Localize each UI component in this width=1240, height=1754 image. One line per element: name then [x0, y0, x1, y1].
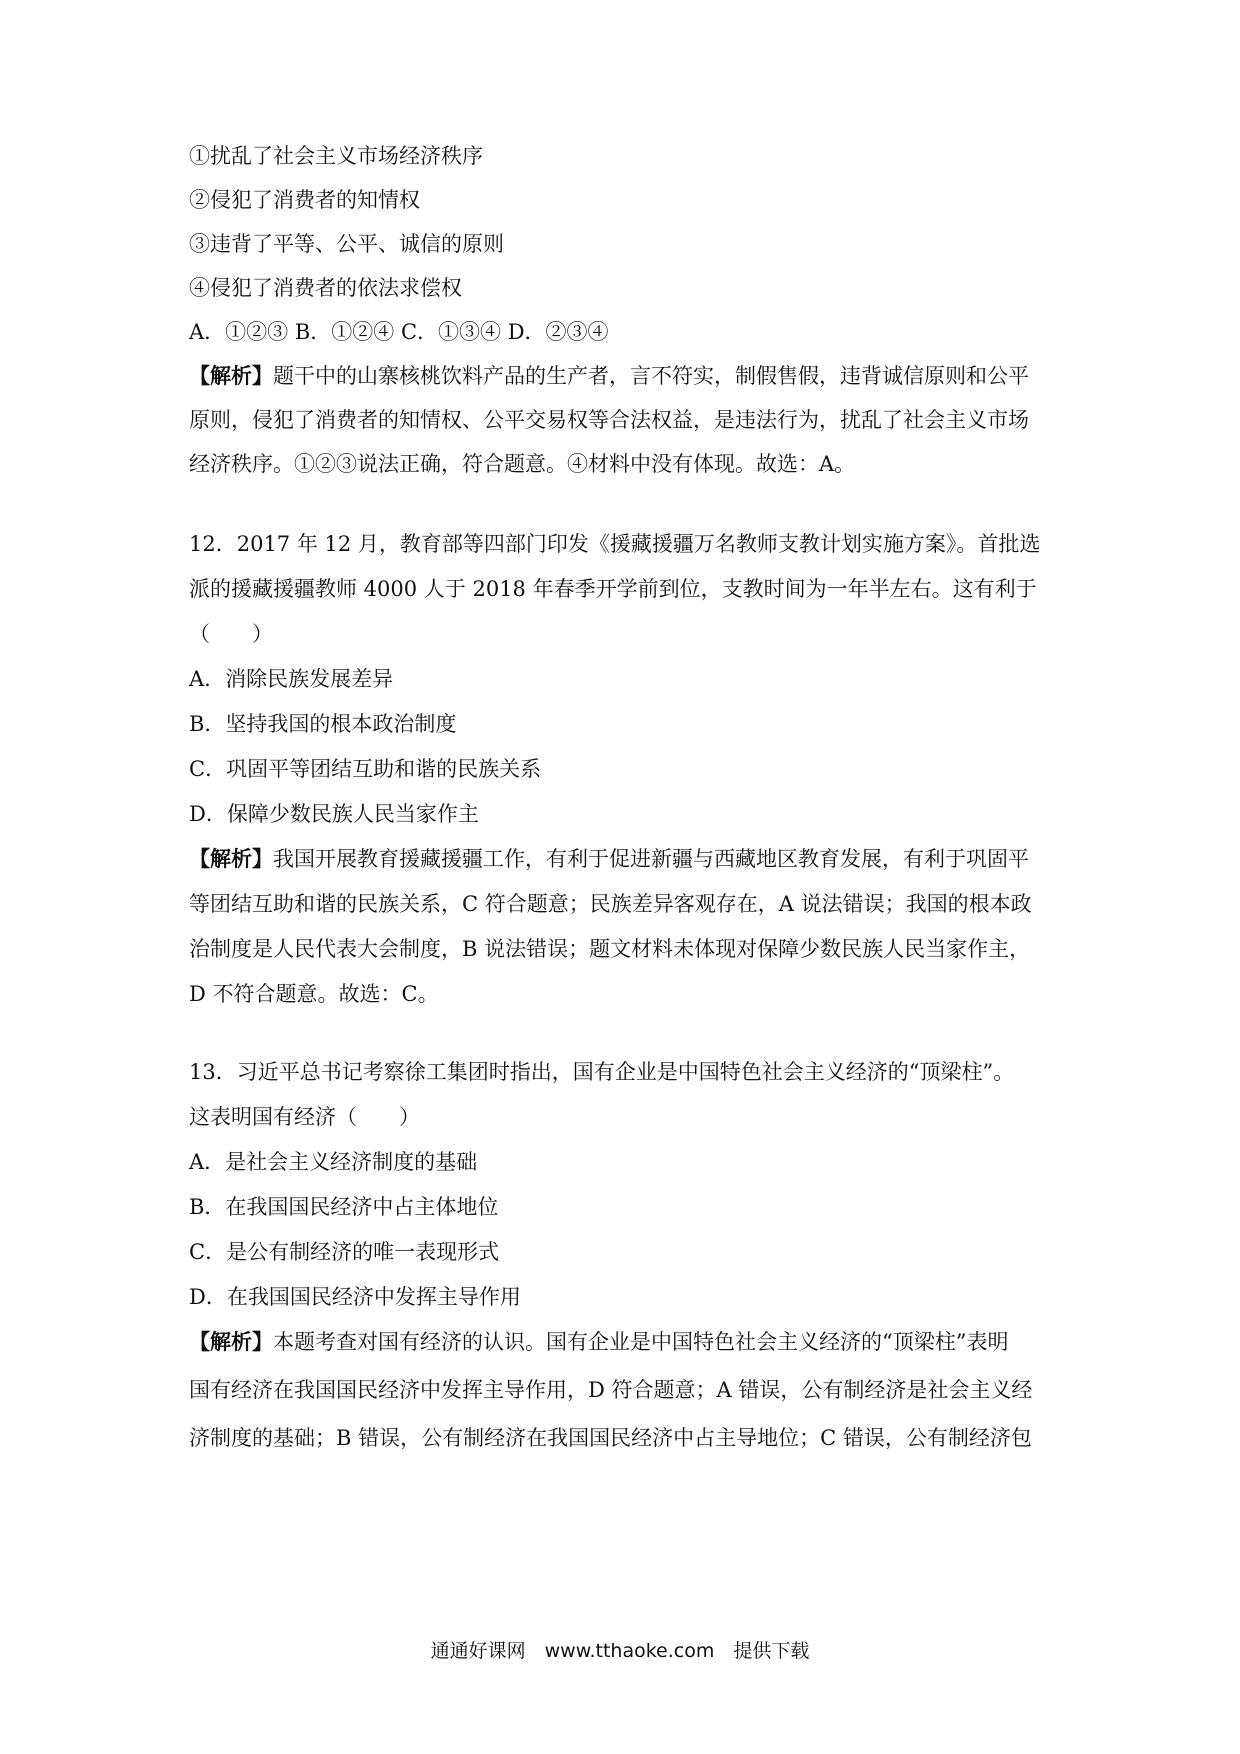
- q13-stem-line-2: 这表明国有经济（ ）: [189, 1105, 420, 1129]
- q13-option-a: A．是社会主义经济制度的基础: [189, 1150, 478, 1174]
- q12-stem-line-2: 派的援藏援疆教师 4000 人于 2018 年春季开学前到位，支教时间为一年半左右。这有利于: [189, 577, 1037, 601]
- q11-analysis-tag: 【解析】: [189, 363, 273, 388]
- q13-analysis-line-3: 济制度的基础；B 错误，公有制经济在我国国民经济中占主导地位；C 错误，公有制经济包: [189, 1426, 1032, 1450]
- q13-analysis-line-1: [189, 1328, 1059, 1356]
- q13-stem-line-1: 13．习近平总书记考察徐工集团时指出，国有企业是中国特色社会主义经济的“顶梁柱”。: [189, 1060, 1015, 1084]
- q11-options: A．①②③ B．①②④ C．①③④ D．②③④: [189, 320, 609, 344]
- q13-option-b: B．在我国国民经济中占主体地位: [189, 1195, 499, 1219]
- q11-analysis-line-3: 经济秩序。①②③说法正确，符合题意。④材料中没有体现。故选：A。: [189, 452, 856, 476]
- q11-statement-4: ④侵犯了消费者的依法求偿权: [189, 276, 462, 300]
- q13-analysis-tag: 【解析】: [189, 1329, 273, 1354]
- q12-stem-line-3: （ ）: [189, 622, 273, 646]
- q12-analysis-line-4: D 不符合题意。故选：C。: [189, 982, 439, 1006]
- q12-option-a: A．消除民族发展差异: [189, 667, 394, 691]
- q11-analysis-text-1: 题干中的山寨核桃饮料产品的生产者，言不符实，制假售假，违背诚信原则和公平: [273, 364, 1029, 388]
- q12-option-d: D．保障少数民族人民当家作主: [189, 802, 479, 826]
- q13-option-d: D．在我国国民经济中发挥主导作用: [189, 1285, 521, 1309]
- q12-option-c: C．巩固平等团结互助和谐的民族关系: [189, 757, 542, 781]
- q12-analysis-text-1: 我国开展教育援藏援疆工作，有利于促进新疆与西藏地区教育发展，有利于巩固平: [273, 847, 1029, 871]
- q11-analysis-line-2: 原则，侵犯了消费者的知情权、公平交易权等合法权益，是违法行为，扰乱了社会主义市场: [189, 408, 1029, 432]
- q11-statement-2: ②侵犯了消费者的知情权: [189, 188, 420, 212]
- q13-analysis-line-2: 国有经济在我国国民经济中发挥主导作用，D 符合题意；A 错误，公有制经济是社会主义经: [189, 1378, 1033, 1402]
- q13-analysis-text-1: 本题考查对国有经济的认识。国有企业是中国特色社会主义经济的“顶梁柱”表明: [273, 1330, 1009, 1354]
- q11-statement-1: ①扰乱了社会主义市场经济秩序: [189, 144, 483, 168]
- q12-analysis-line-2: 等团结互助和谐的民族关系，C 符合题意；民族差异客观存在，A 说法错误；我国的根本政: [189, 892, 1032, 916]
- q12-analysis-tag: 【解析】: [189, 846, 273, 871]
- q13-option-c: C．是公有制经济的唯一表现形式: [189, 1240, 500, 1264]
- q11-analysis-line-1: [189, 362, 1059, 390]
- q11-statement-3: ③违背了平等、公平、诚信的原则: [189, 232, 504, 256]
- q12-stem-line-1: 12．2017 年 12 月，教育部等四部门印发《援藏援疆万名教师支教计划实施方案》。首批选: [189, 532, 1041, 556]
- page-footer: 通通好课网 www.tthaoke.com 提供下载: [430, 1640, 810, 1662]
- q12-analysis-line-1: [189, 845, 1059, 873]
- q12-analysis-line-3: 治制度是人民代表大会制度，B 说法错误；题文材料未体现对保障少数民族人民当家作主，: [189, 937, 1031, 961]
- q12-option-b: B．坚持我国的根本政治制度: [189, 712, 457, 736]
